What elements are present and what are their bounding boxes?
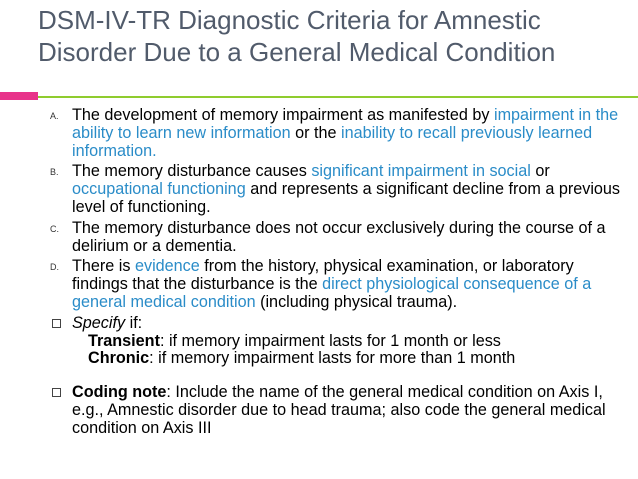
specify-bullet	[40, 315, 632, 368]
criterion-text: The memory disturbance causes	[72, 162, 312, 181]
specify-suffix: if:	[125, 313, 143, 332]
highlight-text: impairment in the ability to learn new information	[72, 106, 619, 142]
transient-text: : if memory impairment lasts for 1 month or less	[159, 331, 501, 350]
transient-label: Transient	[88, 331, 160, 350]
title-accent-bar	[0, 92, 38, 100]
highlight-text: occupational functioning	[72, 180, 246, 199]
square-bullet-icon	[52, 388, 61, 397]
chronic-label: Chronic	[88, 349, 150, 368]
criterion-text: There is	[72, 257, 135, 276]
criterion-marker: D.	[50, 262, 59, 273]
specify-label: Specify	[72, 313, 126, 332]
criterion-d	[40, 258, 632, 311]
highlight-text: inability to recall previously learned information.	[72, 123, 593, 160]
criterion-text: from the history, physical examination, or laboratory findings that the disturbance is the	[72, 257, 574, 294]
criterion-text: or the	[290, 123, 342, 142]
highlight-text: direct physiological consequence of a general medical condition	[72, 275, 592, 311]
highlight-text: significant impairment in social	[311, 162, 531, 181]
specify-transient	[72, 333, 632, 351]
criterion-marker: A.	[50, 111, 59, 121]
coding-note-text: : Include the name of the general medical condition on Axis I, e.g., Amnestic disorder due to head trauma; also code the general medical condition on Axis III	[72, 383, 606, 437]
title-divider	[38, 96, 638, 98]
criterion-b	[40, 163, 632, 216]
criterion-marker: C.	[50, 223, 59, 234]
criterion-text: The memory disturbance does not occur exclusively during the course of a delirium or a dementia.	[72, 218, 606, 255]
criterion-text: and represents a significant decline from a previous level of functioning.	[72, 180, 621, 216]
criterion-text: or	[530, 162, 550, 181]
criterion-c	[40, 220, 632, 256]
specify-chronic	[72, 350, 632, 368]
chronic-text: : if memory impairment lasts for more than 1 month	[149, 349, 516, 368]
slide-title: DSM-IV-TR Diagnostic Criteria for Amnestic Disorder Due to a General Medical Condition	[38, 5, 556, 67]
coding-note-bullet	[40, 384, 632, 437]
highlight-text: evidence	[134, 257, 200, 276]
square-bullet-icon	[52, 319, 61, 328]
criterion-text: (including physical trauma).	[255, 292, 458, 311]
specify-line	[72, 315, 632, 333]
slide-body	[40, 107, 632, 441]
criterion-text: The development of memory impairment as manifested by	[72, 106, 494, 124]
coding-note-label: Coding note	[72, 383, 167, 402]
criterion-marker: B.	[50, 167, 59, 178]
criterion-a	[40, 107, 632, 160]
